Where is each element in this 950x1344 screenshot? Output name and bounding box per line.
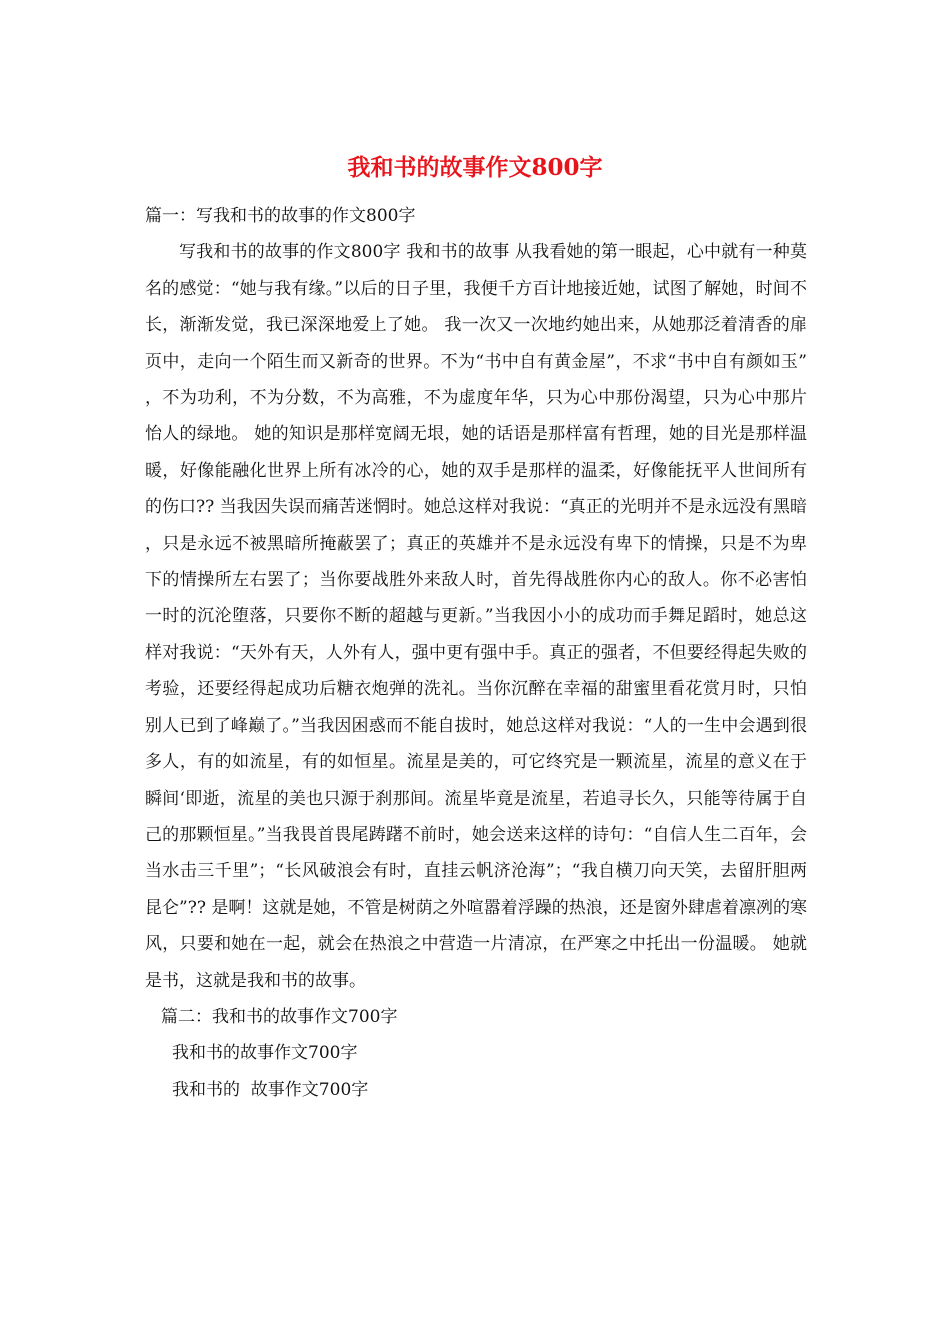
section-2-heading: 篇二：我和书的故事作文700字 (161, 1006, 398, 1027)
document-title: 我和书的故事作文800字 (347, 154, 603, 181)
section-1-paragraph: 写我和书的故事的作文800字 我和书的故事 从我看她的第一眼起，心中就有一种莫名的感觉：“她与我有缘。”以后的日子里，我便千方百计地接近她，试图了解她，时间不长，渐渐发觉，我已深深地爱上了她。 我一次又一次地约她出来，从她那泛着清香的扉页中，走向一个陌生而又新奇的世界。不为“书中自有黄金屋”，不求“书中自有颜如玉”，不为功利，不为分数，不为高雅，不为虚度年华，只为心中那份渴望，只为心中那片怡人的绿地。 她的知识是那样宽阔无垠，她的话语是那样富有哲理，她的目光是那样温暖，好像能融化世界上所有冰冷的心，她的双手是那样的温柔，好像能抚平人世间所有的伤口?? 当我因失误而痛苦迷惘时。她总这样对我说：“真正的光明并不是永远没有黑暗，只是永远不被黑暗所掩蔽罢了；真正的英雄并不是永远没有卑下的情操，只是不为卑下的情操所左右罢了；当你要战胜外来敌人时，首先得战胜你内心的敌人。你不必害怕一时的沉沦堕落，只要你不断的超越与更新。”当我因小小的成功而手舞足蹈时，她总这样对我说：“天外有天，人外有人，强中更有强中手。真正的强者，不但要经得起失败的考验，还要经得起成功后糖衣炮弹的洗礼。当你沉醉在幸福的甜蜜里看花赏月时，只怕别人已到了峰巅了。”当我因困惑而不能自拔时，她总这样对我说：“人的一生中会遇到很多人，有的如流星，有的如恒星。流星是美的，可它终究是一颗流星，流星的意义在于瞬间‘即逝，流星的美也只源于刹那间。流星毕竟是流星，若追寻长久，只能等待属于自己的那颗恒星。”当我畏首畏尾踌躇不前时，她会送来这样的诗句：“自信人生二百年，会当水击三千里”；“长风破浪会有时，直挂云帆济沧海”；“我自横刀向天笑，去留肝胆两昆仑”?? 是啊！这就是她，不管是树荫之外喧嚣着浮躁的热浪，还是窗外肆虐着凛冽的寒风，只要和她在一起，就会在热浪之中营造一片清凉，在严寒之中托出一份温暖。 她就是书，这就是我和书的故事。 (145, 242, 807, 991)
document-body (145, 198, 807, 1108)
section-1-heading: 篇一：写我和书的故事的作文800字 (145, 206, 416, 226)
section-2-line-1: 我和书的故事作文700字 (172, 1043, 358, 1064)
section-2-line-2: 我和书的 故事作文700字 (172, 1079, 369, 1100)
